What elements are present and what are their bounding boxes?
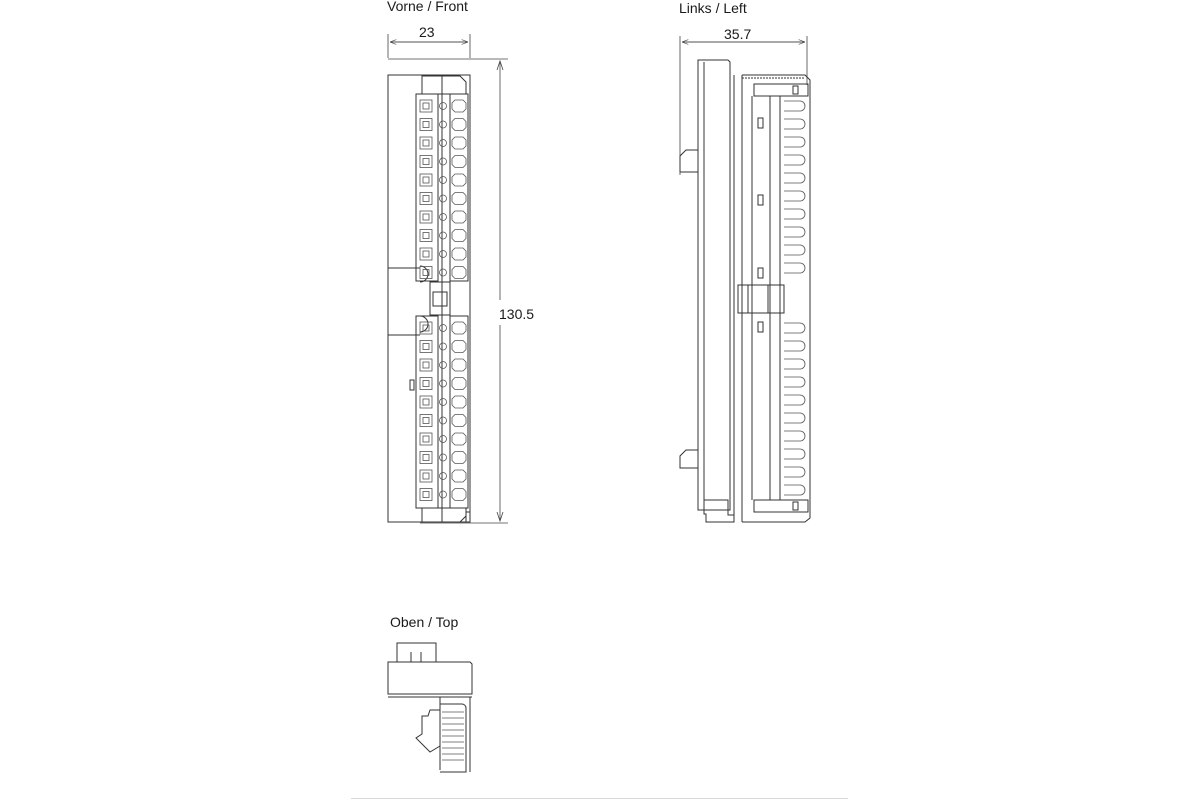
left-pins-upper: [784, 101, 805, 273]
left-pins-lower: [784, 323, 805, 495]
upper-terminals: [420, 100, 466, 279]
left-width-dimension: 35.7: [724, 26, 752, 42]
front-view-drawing: [388, 34, 508, 523]
bottom-divider: [351, 798, 848, 799]
top-view-drawing: [388, 643, 472, 772]
front-width-dimension: 23: [419, 24, 435, 40]
left-view-drawing: [680, 36, 810, 522]
front-view-title: Vorne / Front: [387, 0, 468, 14]
top-view-ribs: [442, 712, 464, 760]
front-height-dimension: 130.5: [499, 306, 535, 322]
top-view-title: Oben / Top: [390, 614, 459, 630]
left-view-title: Links / Left: [679, 0, 747, 16]
lower-terminals: [420, 322, 466, 501]
